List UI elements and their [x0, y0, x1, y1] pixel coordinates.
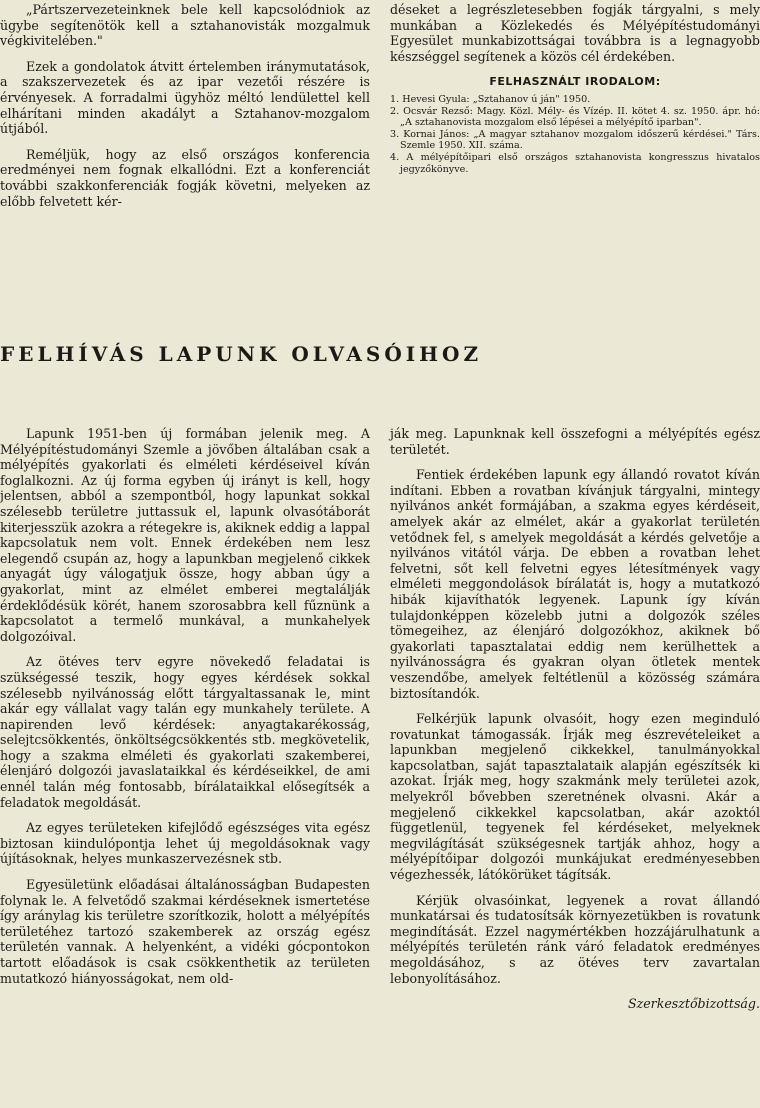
reference-item: 1. Hevesi Gyula: „Sztahanov ú ján" 1950.	[390, 93, 591, 105]
paragraph: Lapunk 1951-ben új formában jelenik meg. A Mélyépítéstudományi Szemle a jövőben általában csak a mélyépítés gyakorlati és elméleti kérdéseivel kíván foglalkozni. Az új forma egyben új irányt is kell, hogy jelentsen, abból a szempontból, hogy lapunkat sokkal szélesebb területre juttassuk el, lapunk olvasótáborát kiterjesszük azokra a rétegekre is, akiknek eddig a lappal kapcsolatuk nem volt. Ennek érdekében nem lesz elegendő csupán az, hogy a lapunkban megjelenő cikkek anyagát úgy válogatjuk össze, hogy abban úgy a gyakorlat, mint az elmélet emberei megtalálják érdeklődésük körét, hanem szorosabbra kell fűznünk a kapcsolatot a termelő munkával, a munkahelyek dolgozóival.	[0, 426, 370, 644]
reference-item: 4. A mélyépítőipari első országos sztahanovista kongresszus hivatalos jegyzőkönyve.	[390, 151, 760, 175]
article-heading: FELHÍVÁS LAPUNK OLVASÓIHOZ	[0, 342, 483, 366]
paragraph: Felkérjük lapunk olvasóit, hogy ezen meginduló rovatunkat támogassák. Írják meg észrevételeiket a lapunkban megjelenő cikkekkel, tanulmányokkal kapcsolatban, saját tapasztalataik alapján egészítsék ki azokat. Írják meg, hogy szakmánk mely területei azok, melyekről bővebben szeretnének olvasni. Akár a megjelenő cikkekkel kapcsolatban, akár azoktól függetlenül, tegyenek fel kérdéseket, melyeknek megvilágítását szükségesnek tartják ahhoz, hogy a mélyépítőipar dolgozói munkájukat eredményesebben végezhessék, látókörüket tágítsák.	[390, 711, 760, 883]
bottom-left-column	[0, 426, 370, 996]
paragraph: Az ötéves terv egyre növekedő feladatai is szükségessé teszik, hogy egyes kérdések sokkal szélesebb nyilvánosság előtt tárgyaltassanak le, mint akár egy vállalat vagy talán egy munkahely területe. A napirenden levő kérdések: anyagtakarékosság, selejtcsökkentés, önköltségcsökkentés stb. megkövetelik, hogy a szakma elméleti és gyakorlati szakemberei, élenjáró dolgozói javaslataikkal és kérdéseikkel, de ami ennél talán még fontosabb, bírálataikkal elősegítsék a feladatok megoldását.	[0, 654, 370, 810]
paragraph: Fentiek érdekében lapunk egy állandó rovatot kíván indítani. Ebben a rovatban kívánjuk tárgyalni, mintegy nyilvános ankét formájában, a szakma egyes kérdéseit, amelyek akár az elmélet, akár a gyakorlat területén vetődnek fel, s amelyek megoldását a kérdés gelvetője a nyilvános vitától várja. De ebben a rovatban lehet felvetni, sőt kell felvetni egyes létesítmények vagy elméleti meggondolások bírálatát is, hogy a mutatkozó hibák kijavíthatók legyenek. Lapunk így kíván tulajdonképpen közelebb jutni a dolgozók széles tömegeihez, az élenjáró dolgozókhoz, akiknek bő gyakorlati tapasztalatai eddig nem kerülhettek a nyilvánosságra és gyakran olyan ötletek mentek veszendőbe, amelyek feltétlenül a közösség számára biztosítandók.	[390, 467, 760, 701]
bottom-right-column	[390, 426, 760, 1012]
reference-item: 3. Kornai János: „A magyar sztahanov mozgalom időszerű kérdései." Társ. Szemle 1950. XII. száma.	[390, 128, 760, 152]
paragraph: Ezek a gondolatok átvitt értelemben iránymutatások, a szakszervezetek és az ipar vezetői részére is érvényesek. A forradalmi ügyhöz méltó lendülettel kell elhárítani minden akadályt a Sztahanov-mozgalom útjából.	[0, 58, 370, 137]
paragraph: Egyesületünk előadásai általánosságban Budapesten folynak le. A felvetődő szakmai kérdéseknek ismertetése így aránylag kis területre szorítkozik, holott a mélyépítés területéhez tartozó szakemberek az ország egész területén vannak. A helyenként, a vidéki gócpontokon tartott előadások is csak csökkenthetik az területen mutatkozó hiányosságokat, nem old-	[0, 877, 370, 986]
paragraph: „Pártszervezeteinknek bele kell kapcsolódniok az ügybe segítenötök kell a sztahanovisták mozgalmuk végkivitelében."	[0, 2, 370, 49]
paragraph: Reméljük, hogy az első országos konferencia eredményei nem fognak elkallódni. Ezt a konferenciát további szakkonferenciák fogják követni, melyeken az előbb felvetett kér-	[0, 146, 370, 209]
paragraph: Az egyes területeken kifejlődő egészséges vita egész biztosan kiindulópontja lehet új megoldásoknak vagy újításoknak, helyes munkaszervezésnek stb.	[0, 820, 370, 867]
signature: Szerkesztőbizottság.	[627, 996, 760, 1012]
paragraph-continuation: déseket a legrészletesebben fogják tárgyalni, s mely munkában a Közlekedés és Mélyépítéstudományi Egyesület munkabizottságai továbbra is a legnagyobb készséggel segítenek a közös cél érdekében.	[390, 2, 760, 64]
references-list	[390, 94, 760, 175]
top-left-column	[0, 2, 370, 219]
top-right-column	[390, 2, 760, 175]
reference-item: 2. Ocsvár Rezső: Magy. Közl. Mély- és Vízép. II. kötet 4. sz. 1950. ápr. hó: „A sztahanovista mozgalom első lépései a mélyépítő iparban".	[390, 105, 760, 129]
paragraph-continuation: ják meg. Lapunknak kell összefogni a mélyépítés egész területét.	[390, 426, 760, 457]
paragraph: Kérjük olvasóinkat, legyenek a rovat állandó munkatársai és tudatosítsák környezetükben is rovatunk megindítását. Ezzel nagymértékben hozzájárulhatunk a mélyépítés területén ránk váró feladatok eredményes megoldásához, s az ötéves terv zavartalan lebonyolításához.	[390, 892, 760, 986]
references-title: FELHASZNÁLT IRODALOM:	[489, 75, 661, 89]
